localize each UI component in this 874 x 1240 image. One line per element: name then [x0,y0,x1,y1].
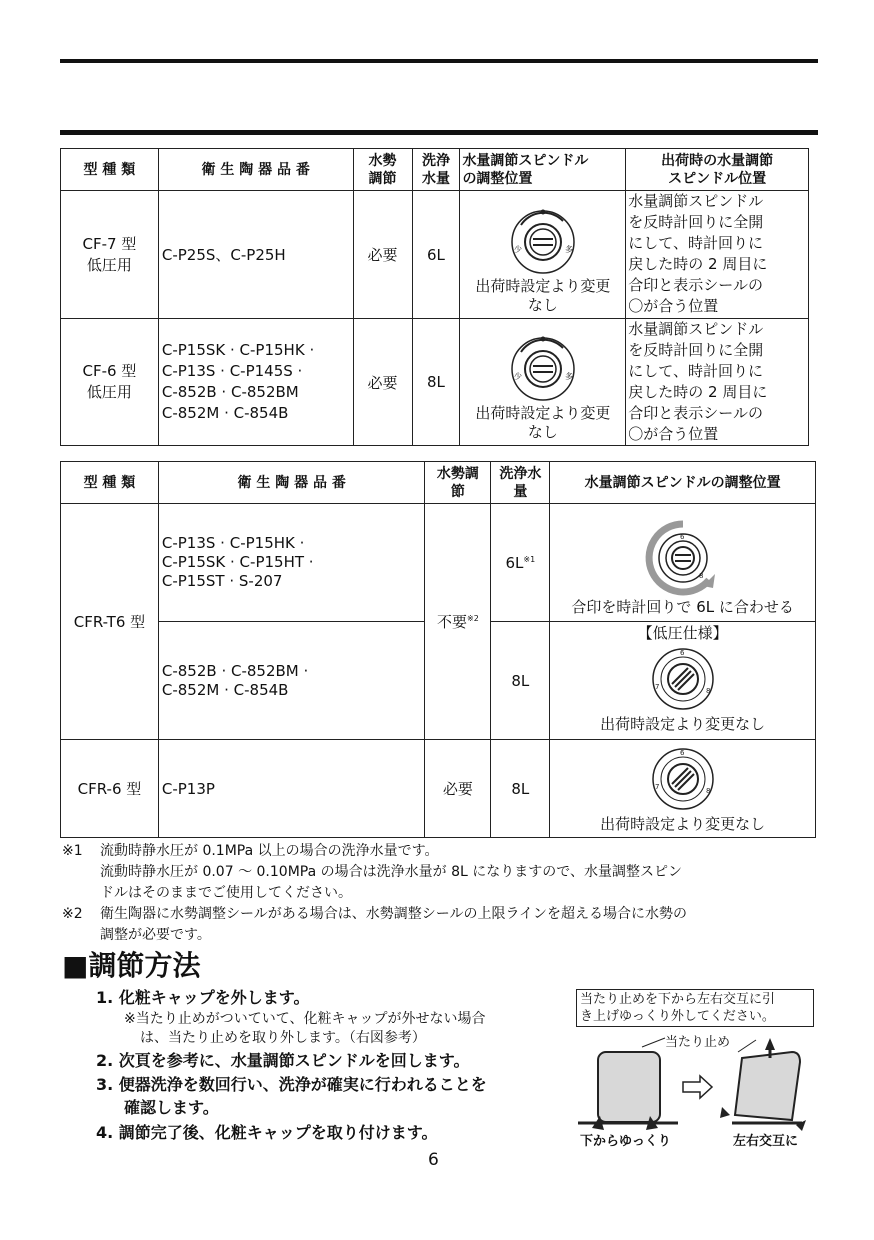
mark-six: 6 [679,649,685,657]
header-models: 衛 生 陶 器 品 番 [158,149,353,191]
header-models: 衛 生 陶 器 品 番 [158,462,425,504]
step-3-line1: 3. 便器洗浄を数回行い、洗浄が確実に行われることを [96,1075,487,1094]
note-1-mark: ※1 [62,843,83,859]
step-3-line2: 確認します。 [124,1098,219,1117]
note-2-line2: 調整が必要です。 [100,927,211,943]
spindle-dial-icon [508,207,578,277]
note-2-line1: 衛生陶器に水勢調整シールがある場合は、水勢調整シールの上限ラインを超える場合に水勢の [100,906,688,922]
dial-caption: 合印を時計回りで 6L に合わせる [571,598,794,616]
mark-six: 6 [679,749,685,757]
cell-volume [491,504,550,622]
left-label: 下からゆっくり [580,1134,671,1149]
cell-models: C-P13P [158,740,425,838]
spindle-table-cf [60,148,809,446]
cell-adjust: 必要 [353,319,412,446]
cell-models: C-P13S · C-P15HK · C-P15SK · C-P15HT · C-P15ST · S-207 [158,504,425,622]
adjust-value: 不要 [437,613,468,631]
cell-type: CF-7 型 低圧用 [61,191,159,319]
header-position: 水量調節スピンドル の調整位置 [460,149,626,191]
dial-large-label: 多 [564,372,573,381]
header-volume: 洗浄 水量 [412,149,460,191]
top-rule [60,59,818,63]
cell-adjust: 必要 [353,191,412,319]
adjust-note-mark: ※2 [467,614,479,623]
cell-dial [550,504,816,622]
cell-volume: 6L [412,191,460,319]
cell-dial [550,622,816,740]
dial-large-label: 多 [564,245,573,254]
spindle-dial-icon [508,334,578,404]
note-1-line3: ドルはそのままでご使用してください。 [100,885,352,901]
cell-volume: 8L [491,622,550,740]
volume-value: 6L [505,554,524,572]
instruction-box-line2: き上げゆっくり外してください。 [580,1009,775,1024]
mark-eight: 8 [705,787,711,795]
dial-caption: 出荷時設定より変更なし [600,815,766,833]
cell-type: CF-6 型 低圧用 [61,319,159,446]
mark-eight: 8 [705,687,711,695]
step-1-note-line1: ※当たり止めがついていて、化粧キャップが外せない場合 [124,1011,486,1027]
header-adjust: 水勢 調節 [353,149,412,191]
spindle-table-cfr [60,461,816,838]
cell-models: C-852B · C-852BM · C-852M · C-854B [158,622,425,740]
cell-dial [550,740,816,838]
low-pressure-dial-icon [647,643,719,715]
volume-note-mark: ※1 [523,555,536,564]
header-position: 水量調節スピンドルの調整位置 [550,462,816,504]
cell-type-cfr-t6: CFR-T6 型 [61,504,159,740]
dial-caption: 出荷時設定より変更なし [600,715,766,733]
cell-factory: 水量調節スピンドル を反時計回りに全開 にして、時計回りに 戻した時の 2 周目に 合印と表示シールの 〇が合う位置 [626,191,809,319]
mark-seven: 7 [654,783,660,791]
note-1-line1: 流動時静水圧が 0.1MPa 以上の場合の洗浄水量です。 [100,843,439,859]
cell-volume: 8L [412,319,460,446]
stopper-label: 当たり止め [665,1035,731,1050]
note-2-mark: ※2 [62,906,83,922]
cell-models: C-P25S、C-P25H [158,191,353,319]
low-pressure-dial-icon [647,743,719,815]
spec-label: 【低圧仕様】 [637,624,728,642]
section-title: ■調節方法 [62,949,201,982]
dial-small-label: 少 [513,372,522,381]
step-4: 4. 調節完了後、化粧キャップを取り付けます。 [96,1123,438,1142]
cell-volume: 8L [491,740,550,838]
header-volume: 洗浄水 量 [491,462,550,504]
right-label: 左右交互に [733,1134,799,1149]
mark-six: 6 [679,533,685,541]
header-type: 型 種 類 [61,149,159,191]
cell-models: C-P15SK · C-P15HK · C-P13S · C-P145S · C-852B · C-852BM C-852M · C-854B [158,319,353,446]
cell-type-cfr-6: CFR-6 型 [61,740,159,838]
rotate-dial-icon [643,518,723,598]
header-adjust: 水勢調 節 [425,462,491,504]
mark-eight: 8 [698,572,704,580]
dial-caption: 出荷時設定より変更 なし [475,404,611,441]
cell-adjust: 必要 [425,740,491,838]
dial-caption: 出荷時設定より変更 なし [475,277,611,314]
second-rule [60,130,818,135]
cell-dial [460,319,626,446]
cell-dial [460,191,626,319]
instruction-box [576,989,814,1027]
step-1-note-line2: は、当たり止めを取り外します。（右図参考） [140,1030,426,1046]
note-1-line2: 流動時静水圧が 0.07 ～ 0.10MPa の場合は洗浄水量が 8L になりますので、水量調整スピン [100,864,682,880]
instruction-box-line1: 当たり止めを下から左右交互に引 [580,992,776,1007]
dial-small-label: 少 [513,245,522,254]
mark-seven: 7 [654,683,660,691]
header-type: 型 種 類 [61,462,159,504]
page-number: 6 [428,1150,439,1170]
header-factory: 出荷時の水量調節 スピンドル位置 [626,149,809,191]
cell-adjust-cfr-t6 [425,504,491,740]
cell-factory: 水量調節スピンドル を反時計回りに全開 にして、時計回りに 戻した時の 2 周目に 合印と表示シールの 〇が合う位置 [626,319,809,446]
step-1: 1. 化粧キャップを外します。 [96,988,310,1007]
step-2: 2. 次頁を参考に、水量調節スピンドルを回します。 [96,1051,470,1070]
